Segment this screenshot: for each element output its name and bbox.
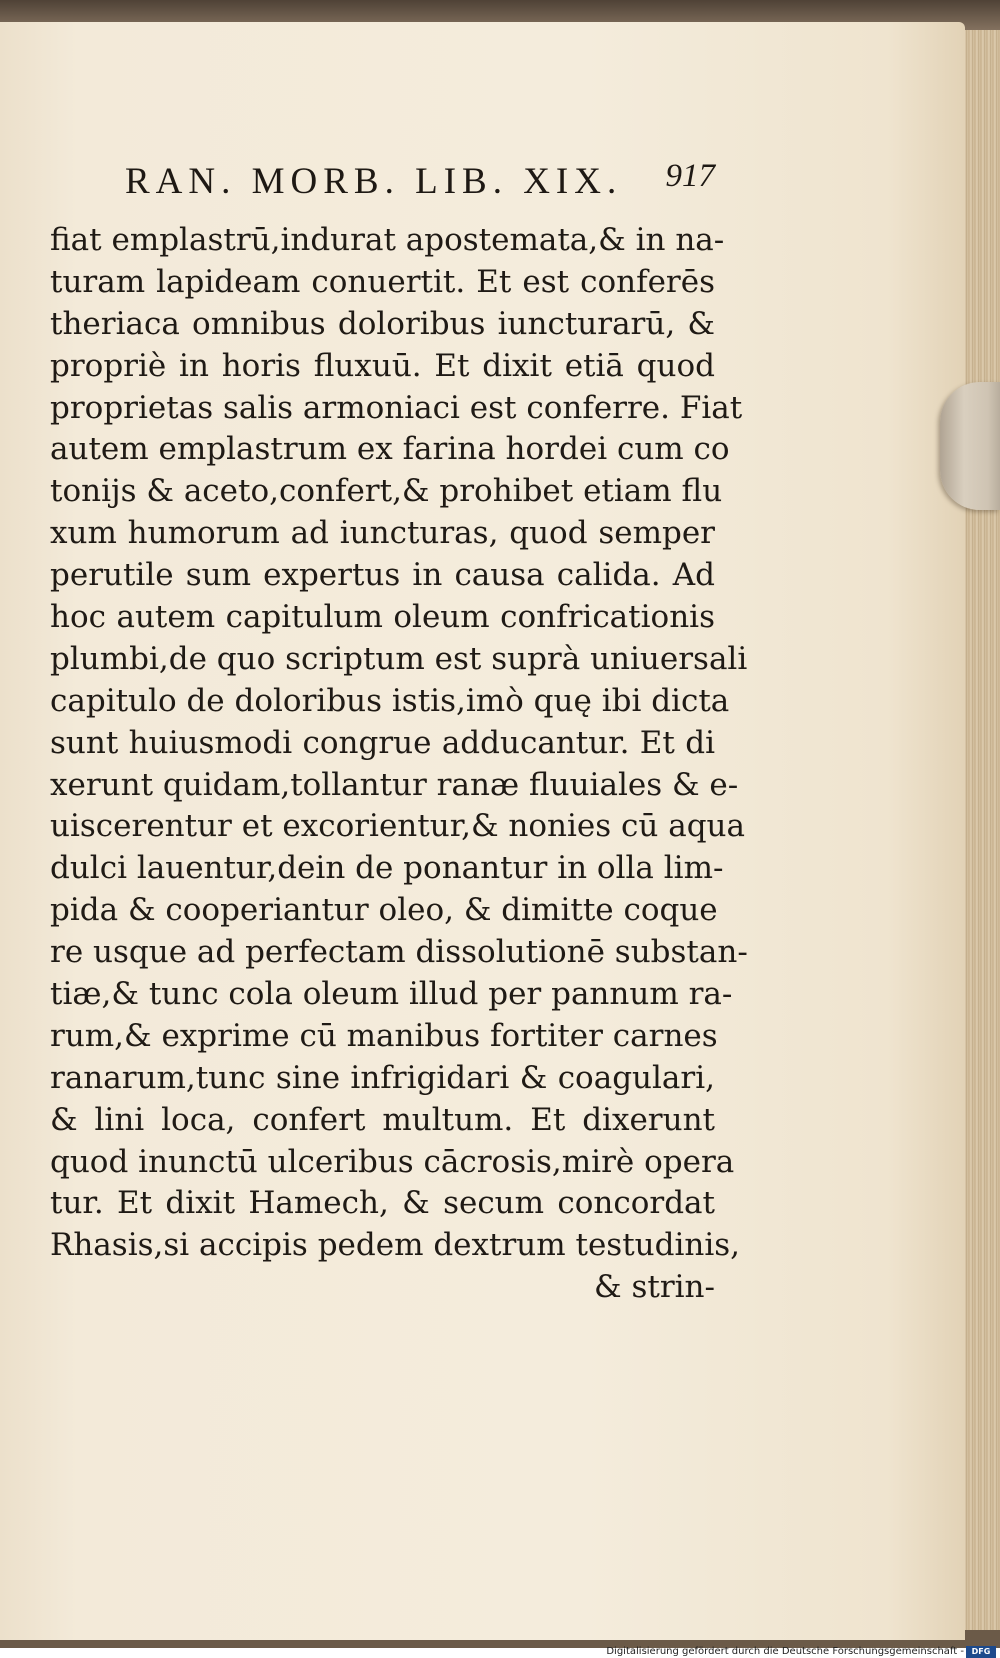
text-line: quod inunctū ulceribus cācrosis,mirè opera — [50, 1143, 735, 1180]
text-line: uiscerentur et excorientur,& nonies cū aqua — [50, 808, 745, 845]
text-line: xum humorum ad iuncturas, quod semper — [50, 515, 715, 552]
text-line: autem emplastrum ex farina hordei cum co — [50, 431, 730, 468]
text-line: tonijs & aceto,confert,& prohibet etiam flu — [50, 473, 723, 510]
text-line: xerunt quidam,tollantur ranæ fluuiales & e- — [50, 766, 739, 803]
catchword: & strin- — [594, 1269, 715, 1306]
text-line: tur. Et dixit Hamech, & secum concordat — [50, 1185, 715, 1222]
footer — [0, 1648, 1000, 1658]
text-line: proprietas salis armoniaci est conferre. Fiat — [50, 389, 743, 426]
book-page — [0, 22, 965, 1640]
text-line: fiat emplastrū,indurat apostemata,& in na- — [50, 222, 725, 258]
text-line: & lini loca, confert multum. Et dixerunt — [50, 1101, 715, 1138]
text-line: rum,& exprime cū manibus fortiter carnes — [50, 1017, 718, 1054]
page-header — [125, 160, 715, 210]
body-text — [50, 220, 748, 1309]
text-line: propriè in horis fluxuū. Et dixit etiā quod — [50, 347, 715, 384]
text-line: sunt huiusmodi congrue adducantur. Et di — [50, 724, 715, 761]
text-line: tiæ,& tunc cola oleum illud per pannum ra- — [50, 976, 733, 1013]
text-line: theriaca omnibus doloribus iuncturarū, & — [50, 305, 715, 342]
bookmark-tab — [940, 382, 1000, 510]
text-line: dulci lauentur,dein de ponantur in olla lim- — [50, 850, 724, 887]
text-line: Rhasis,si accipis pedem dextrum testudinis, — [50, 1227, 741, 1264]
text-line: pida & cooperiantur oleo, & dimitte coque — [50, 892, 718, 929]
text-line: re usque ad perfectam dissolutionē substan- — [50, 934, 748, 971]
text-line: plumbi,de quo scriptum est suprà uniuersali — [50, 640, 748, 677]
text-line: capitulo de doloribus istis,imò quę ibi dicta — [50, 682, 730, 719]
dfg-logo: DFG — [966, 1646, 996, 1658]
text-line: perutile sum expertus in causa calida. Ad — [50, 557, 715, 594]
digitization-credit: Digitalisierung gefördert durch die Deutsche Forschungsgemeinschaft - — [606, 1646, 964, 1657]
text-line: turam lapideam conuertit. Et est conferēs — [50, 263, 715, 300]
text-line: hoc autem capitulum oleum confricationis — [50, 599, 715, 636]
text-line: ranarum,tunc sine infrigidari & coagulari, — [50, 1059, 715, 1096]
running-head: RAN. MORB. LIB. XIX. — [125, 161, 623, 202]
page-number: 917 — [665, 158, 715, 194]
